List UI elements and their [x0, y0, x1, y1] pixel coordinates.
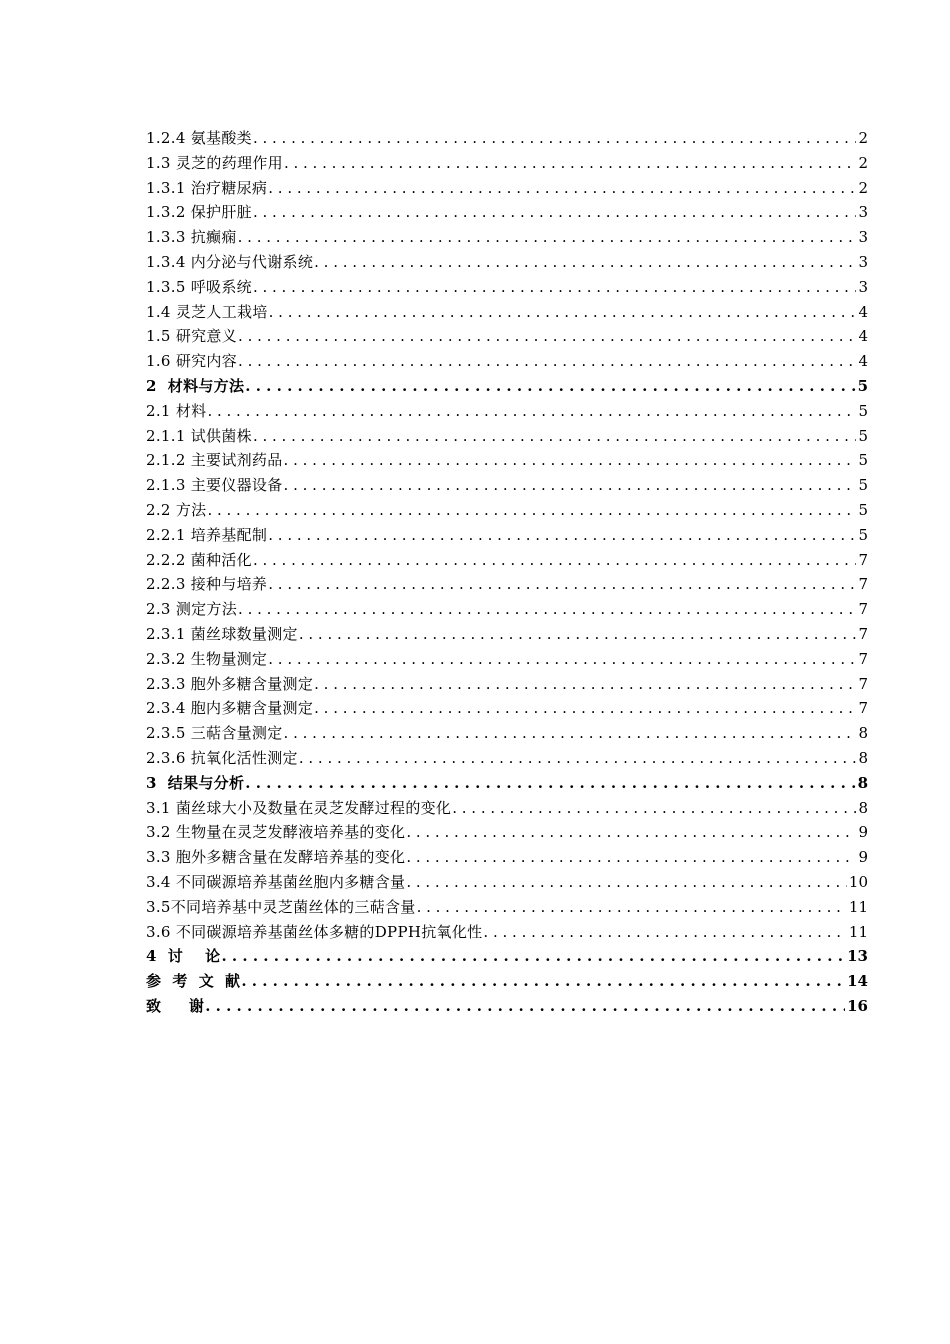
toc-dot-leader — [314, 672, 856, 697]
toc-dot-leader — [253, 424, 857, 449]
toc-dot-leader — [268, 572, 856, 597]
toc-entry-title: 3 结果与分析 — [146, 773, 245, 792]
toc-dot-leader — [284, 721, 857, 746]
toc-entry[interactable] — [146, 399, 868, 424]
toc-entry[interactable] — [146, 275, 868, 300]
toc-entry-title: 2 材料与方法 — [146, 376, 245, 395]
toc-entry-page-number: 5 — [858, 476, 868, 495]
toc-entry[interactable] — [146, 424, 868, 449]
toc-entry[interactable] — [146, 126, 868, 151]
toc-entry-title: 2.3.2 生物量测定 — [146, 649, 268, 668]
toc-entry-title: 2.3.4 胞内多糖含量测定 — [146, 699, 314, 718]
toc-entry-page-number: 8 — [858, 748, 868, 767]
toc-entry-title: 2.2.2 菌种活化 — [146, 550, 252, 569]
toc-entry-page-number: 16 — [847, 996, 868, 1015]
toc-entry-title: 2.3 测定方法 — [146, 600, 238, 619]
toc-entry-page-number: 5 — [858, 426, 868, 445]
toc-entry-page-number: 5 — [858, 500, 868, 519]
table-of-contents — [146, 126, 868, 1019]
toc-dot-leader — [238, 225, 857, 250]
toc-dot-leader — [417, 895, 847, 920]
toc-entry[interactable] — [146, 721, 868, 746]
toc-dot-leader — [241, 969, 845, 994]
toc-entry-title: 1.2.4 氨基酸类 — [146, 129, 252, 147]
toc-entry-page-number: 4 — [858, 327, 868, 346]
toc-entry-title: 1.3.5 呼吸系统 — [146, 277, 252, 296]
toc-entry-page-number: 9 — [858, 823, 868, 842]
toc-entry[interactable] — [146, 349, 868, 374]
toc-dot-leader — [314, 696, 856, 721]
toc-entry-page-number: 7 — [858, 575, 868, 594]
toc-dot-leader — [299, 622, 857, 647]
toc-entry-page-number: 13 — [847, 947, 868, 966]
toc-entry-title: 1.3.3 抗癫痫 — [146, 228, 237, 247]
toc-dot-leader — [221, 944, 845, 969]
toc-entry[interactable] — [146, 374, 868, 399]
toc-dot-leader — [205, 994, 845, 1019]
toc-entry-page-number: 7 — [858, 699, 868, 718]
toc-dot-leader — [238, 349, 856, 374]
toc-dot-leader — [253, 275, 857, 300]
toc-entry-page-number: 7 — [858, 624, 868, 643]
toc-entry[interactable] — [146, 944, 868, 969]
toc-entry[interactable] — [146, 920, 868, 945]
toc-entry[interactable] — [146, 647, 868, 672]
toc-entry-page-number: 11 — [848, 897, 868, 916]
toc-entry-page-number: 7 — [858, 674, 868, 693]
toc-entry-page-number: 5 — [858, 451, 868, 470]
toc-dot-leader — [245, 374, 855, 399]
toc-dot-leader — [238, 324, 856, 349]
toc-entry-page-number: 3 — [858, 228, 868, 247]
toc-entry-title: 2.2.1 培养基配制 — [146, 525, 268, 544]
toc-entry-title: 参 考 文 献 — [146, 972, 241, 991]
toc-entry-page-number: 5 — [857, 376, 868, 395]
toc-entry[interactable] — [146, 969, 868, 994]
toc-dot-leader — [284, 448, 857, 473]
toc-entry[interactable] — [146, 597, 868, 622]
toc-entry[interactable] — [146, 523, 868, 548]
toc-entry-title: 2.3.6 抗氧化活性测定 — [146, 748, 298, 767]
toc-entry-title: 2.2.3 接种与培养 — [146, 575, 268, 594]
toc-entry[interactable] — [146, 151, 868, 176]
toc-entry[interactable] — [146, 473, 868, 498]
toc-entry-page-number: 8 — [858, 798, 868, 817]
toc-dot-leader — [406, 870, 847, 895]
toc-entry-title: 3.5不同培养基中灵芝菌丝体的三萜含量 — [146, 897, 416, 916]
toc-entry-title: 1.3.1 治疗糖尿病 — [146, 178, 268, 197]
toc-entry-page-number: 10 — [848, 872, 868, 891]
toc-entry-title: 1.3 灵芝的药理作用 — [146, 153, 283, 172]
toc-dot-leader — [314, 250, 856, 275]
toc-dot-leader — [238, 597, 856, 622]
toc-entry-page-number: 5 — [858, 525, 868, 544]
toc-entry-title: 2.1 材料 — [146, 401, 207, 420]
toc-entry-title: 3.6 不同碳源培养基菌丝体多糖的DPPH抗氧化性 — [146, 922, 483, 941]
toc-entry-page-number: 9 — [858, 848, 868, 867]
toc-entry[interactable] — [146, 572, 868, 597]
toc-entry-page-number: 5 — [858, 401, 868, 420]
toc-entry[interactable] — [146, 796, 868, 821]
toc-entry-title: 1.4 灵芝人工栽培 — [146, 302, 268, 321]
toc-entry[interactable] — [146, 324, 868, 349]
toc-entry[interactable] — [146, 994, 868, 1019]
toc-dot-leader — [284, 473, 857, 498]
toc-entry[interactable] — [146, 820, 868, 845]
toc-entry-title: 2.1.2 主要试剂药品 — [146, 451, 283, 470]
toc-dot-leader — [483, 920, 846, 945]
toc-dot-leader — [284, 151, 857, 176]
toc-entry-title: 4 讨 论 — [146, 947, 221, 966]
toc-dot-leader — [253, 200, 857, 225]
toc-dot-leader — [268, 647, 856, 672]
toc-entry-title: 致 谢 — [146, 996, 205, 1015]
toc-entry-title: 2.3.3 胞外多糖含量测定 — [146, 674, 314, 693]
toc-entry-title: 1.3.2 保护肝脏 — [146, 203, 252, 222]
toc-entry[interactable] — [146, 672, 868, 697]
toc-entry[interactable] — [146, 300, 868, 325]
toc-dot-leader — [269, 300, 857, 325]
toc-dot-leader — [268, 523, 856, 548]
toc-entry-page-number: 8 — [858, 724, 868, 743]
toc-entry[interactable] — [146, 448, 868, 473]
toc-entry-page-number: 7 — [858, 649, 868, 668]
toc-entry[interactable] — [146, 622, 868, 647]
toc-entry-page-number: 2 — [858, 153, 868, 172]
toc-entry-title: 1.3.4 内分泌与代谢系统 — [146, 252, 314, 271]
toc-entry-title: 2.3.5 三萜含量测定 — [146, 724, 283, 743]
toc-entry-title: 2.1.1 试供菌株 — [146, 426, 252, 445]
toc-entry-page-number: 3 — [858, 252, 868, 271]
toc-entry[interactable] — [146, 895, 868, 920]
toc-entry-title: 2.2 方法 — [146, 500, 207, 519]
toc-entry-page-number: 2 — [858, 129, 868, 147]
toc-entry-title: 3.3 胞外多糖含量在发酵培养基的变化 — [146, 848, 406, 867]
toc-entry[interactable] — [146, 771, 868, 796]
toc-entry-title: 1.5 研究意义 — [146, 327, 238, 346]
toc-entry[interactable] — [146, 498, 868, 523]
toc-dot-leader — [253, 548, 857, 573]
toc-dot-leader — [406, 820, 856, 845]
toc-entry-page-number: 8 — [857, 773, 868, 792]
toc-entry-page-number: 11 — [848, 922, 868, 941]
toc-entry-title: 1.6 研究内容 — [146, 352, 238, 371]
toc-entry[interactable] — [146, 250, 868, 275]
toc-dot-leader — [452, 796, 856, 821]
toc-dot-leader — [406, 845, 856, 870]
toc-entry-page-number: 7 — [858, 600, 868, 619]
toc-dot-leader — [245, 771, 855, 796]
toc-entry[interactable] — [146, 176, 868, 201]
toc-entry-page-number: 3 — [858, 203, 868, 222]
toc-entry[interactable] — [146, 696, 868, 721]
toc-entry[interactable] — [146, 870, 868, 895]
toc-entry-page-number: 2 — [858, 178, 868, 197]
toc-entry-page-number: 3 — [858, 277, 868, 296]
toc-entry[interactable] — [146, 200, 868, 225]
toc-dot-leader — [299, 746, 857, 771]
toc-entry-title: 3.4 不同碳源培养基菌丝胞内多糖含量 — [146, 872, 406, 891]
toc-dot-leader — [253, 126, 857, 151]
toc-entry[interactable] — [146, 845, 868, 870]
toc-dot-leader — [268, 176, 856, 201]
toc-entry-page-number: 4 — [858, 352, 868, 371]
toc-entry-page-number: 4 — [858, 302, 868, 321]
toc-entry-title: 2.3.1 菌丝球数量测定 — [146, 624, 298, 643]
toc-entry-title: 2.1.3 主要仪器设备 — [146, 476, 283, 495]
toc-entry-title: 3.2 生物量在灵芝发酵液培养基的变化 — [146, 823, 406, 842]
toc-entry[interactable] — [146, 225, 868, 250]
toc-entry-page-number: 14 — [847, 972, 868, 991]
toc-dot-leader — [207, 498, 856, 523]
toc-entry-page-number: 7 — [858, 550, 868, 569]
toc-entry[interactable] — [146, 746, 868, 771]
toc-dot-leader — [207, 399, 856, 424]
toc-entry[interactable] — [146, 548, 868, 573]
toc-entry-title: 3.1 菌丝球大小及数量在灵芝发酵过程的变化 — [146, 798, 452, 817]
